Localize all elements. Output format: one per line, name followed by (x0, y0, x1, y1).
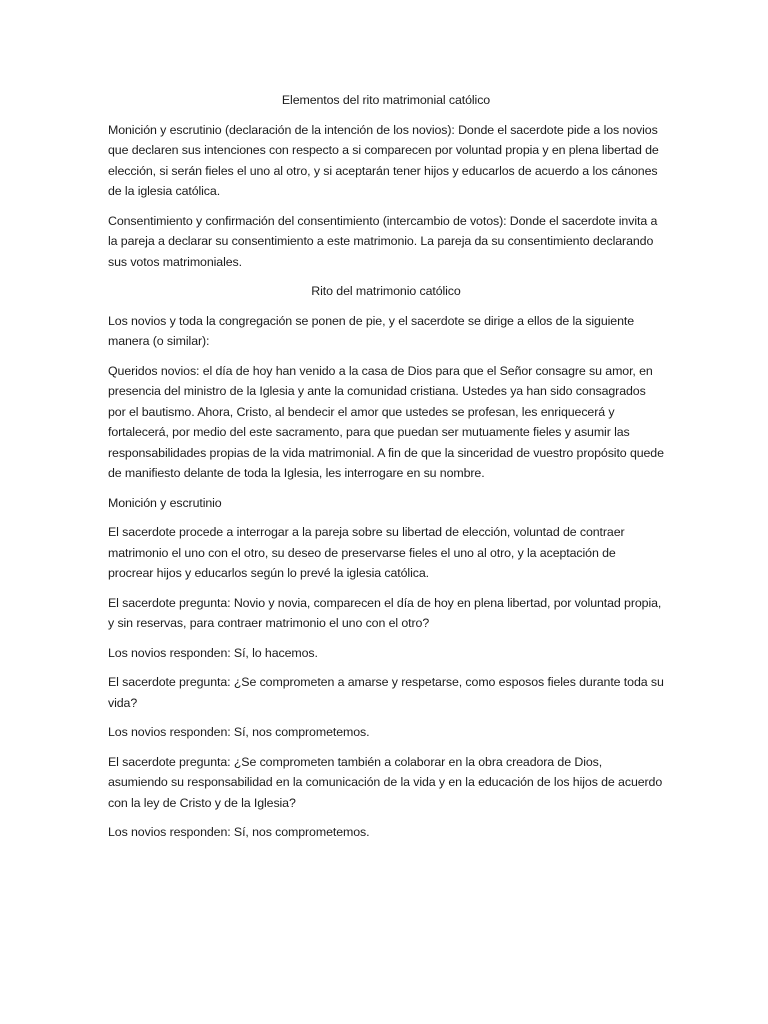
paragraph-monicion-heading: Monición y escrutinio (108, 495, 222, 510)
paragraph-interrogar: El sacerdote procede a interrogar a la pareja sobre su libertad de elección, voluntad de contraer matrimonio el uno con el otro, su deseo de preservarse fieles el uno al otro, y la aceptación de procrear hijos y educarlos según lo prevé la iglesia católica. (108, 525, 625, 580)
paragraph-pregunta-2: El sacerdote pregunta: ¿Se comprometen a amarse y respetarse, como esposos fieles durante toda su vida? (108, 675, 664, 710)
section-title-rito: Rito del matrimonio católico (311, 284, 461, 298)
document-title: Elementos del rito matrimonial católico (281, 93, 491, 107)
paragraph-queridos-novios: Queridos novios: el día de hoy han venido a la casa de Dios para que el Señor consagre su amor, en presencia del ministro de la Iglesia y ante la comunidad cristiana. Ustedes ya han sido consagrados por el bautismo. Ahora, Cristo, al bendecir el amor que ustedes se profesan, les enriquecerá y fortalecerá, por medio del este sacramento, para que puedan ser mutuamente fieles y asumir las responsabilidades propias de la vida matrimonial. A fin de que la sinceridad de vuestro propósito quede de manifiesto delante de toda la Iglesia, les interrogare en su nombre. (108, 363, 664, 480)
document-page (108, 90, 664, 852)
paragraph-congregacion: Los novios y toda la congregación se ponen de pie, y el sacerdote se dirige a ellos de la siguiente manera (o similar): (108, 313, 635, 348)
paragraph-consentimiento: Consentimiento y confirmación del consentimiento (intercambio de votos): Donde el sacerdote invita a la pareja a declarar su consentimiento a este matrimonio. La pareja da su consentimiento declarando sus votos matrimoniales. (108, 213, 658, 269)
paragraph-respuesta-1: Los novios responden: Sí, lo hacemos. (108, 645, 318, 660)
paragraph-pregunta-1: El sacerdote pregunta: Novio y novia, comparecen el día de hoy en plena libertad, por voluntad propia, y sin reservas, para contraer matrimonio el uno con el otro? (108, 595, 662, 630)
paragraph-monicion: Monición y escrutinio (declaración de la intención de los novios): Donde el sacerdote pide a los novios que declaren sus intenciones con respecto a si comparecen por voluntad propia y en plena libertad de elección, si serán fieles el uno al otro, y si aceptarán tener hijos y educarlos de acuerdo a los cánones de la iglesia católica. (108, 122, 659, 198)
paragraph-respuesta-3: Los novios responden: Sí, nos comprometemos. (108, 825, 370, 839)
paragraph-respuesta-2: Los novios responden: Sí, nos comprometemos. (108, 725, 370, 739)
paragraph-pregunta-3: El sacerdote pregunta: ¿Se comprometen también a colaborar en la obra creadora de Dios, asumiendo su responsabilidad en la comunicación de la vida y en la educación de los hijos de acuerdo con la ley de Cristo y de la Iglesia? (108, 754, 663, 810)
